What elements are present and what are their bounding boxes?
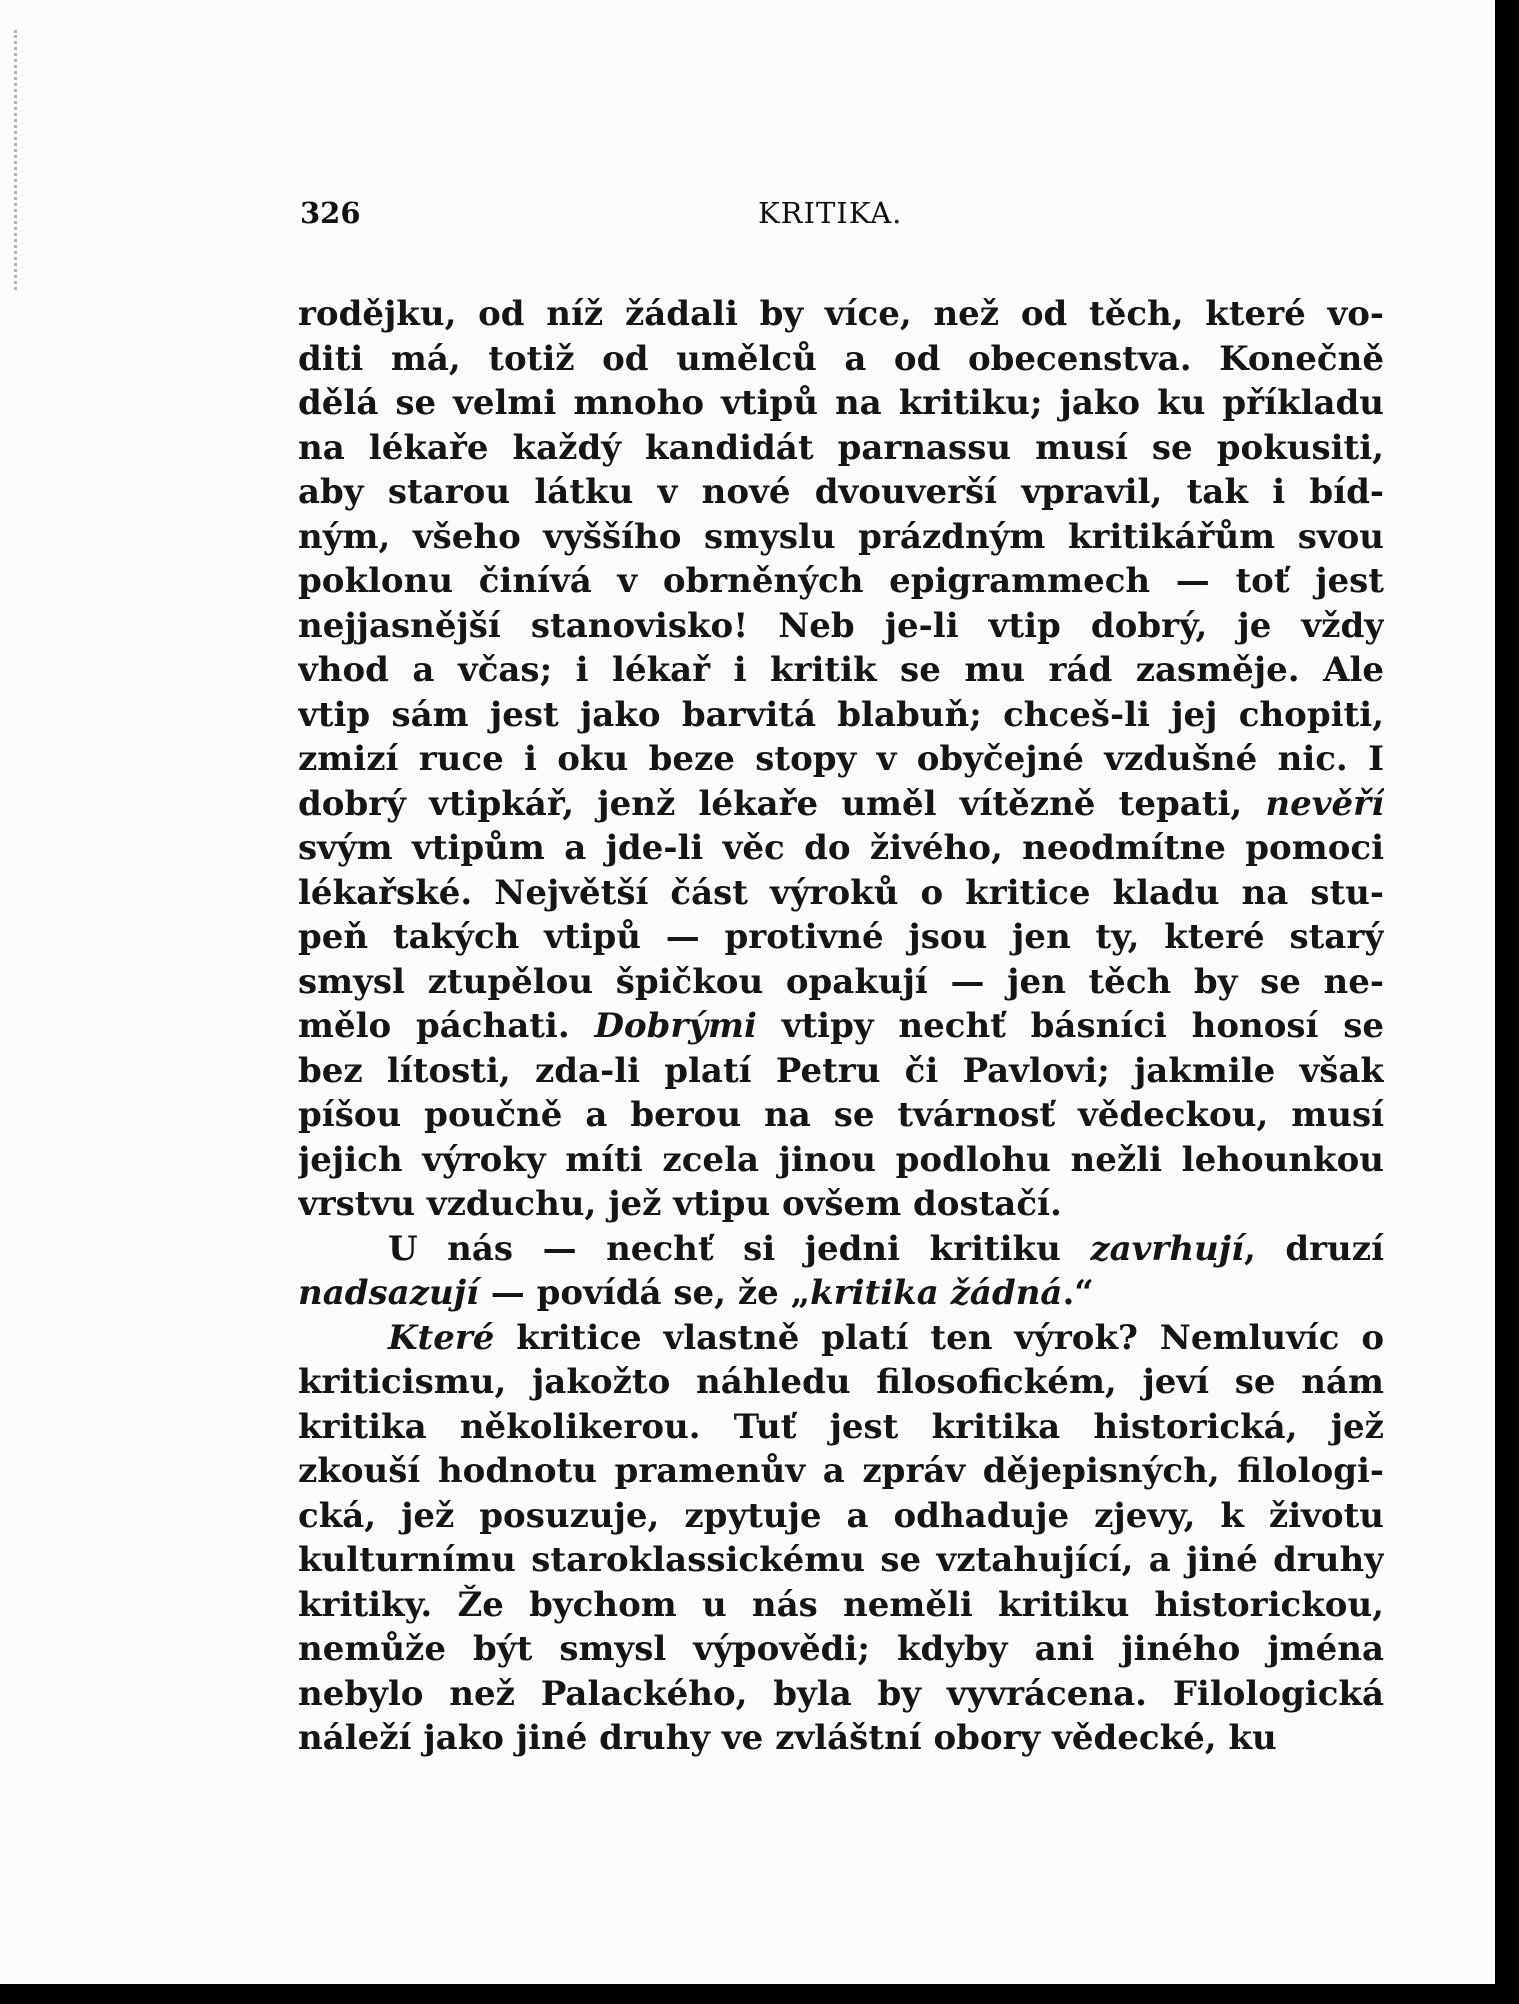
- text-line: nejjasnější stanovisko! Neb je-li vtip dobrý, je vždy: [298, 605, 1384, 646]
- text-line: peň takých vtipů — protivné jsou jen ty, které starý: [298, 917, 1384, 957]
- text-line: jejich výroky míti zcela jinou podlohu nežli lehounkou: [298, 1139, 1384, 1180]
- text-line: kritiky. Že bychom u nás neměli kritiku historickou,: [298, 1584, 1384, 1625]
- text-line: U nás — nechť si jedni kritiku zavrhují, druzí: [388, 1228, 1384, 1269]
- italic-emphasis: Dobrými: [594, 1006, 757, 1046]
- scan-edge-bottom: [0, 1984, 1519, 2004]
- text-line: bez lítosti, zda-li platí Petru či Pavlovi; jakmile však: [298, 1050, 1384, 1091]
- text-line: vhod a včas; i lékař i kritik se mu rád zasměje. Ale: [298, 650, 1384, 690]
- page-number: 326: [300, 196, 361, 230]
- text-line: svým vtipům a jde-li věc do živého, neodmítne pomoci: [298, 828, 1384, 868]
- text-line: zmizí ruce i oku beze stopy v obyčejné vzdušné nic. I: [298, 739, 1384, 779]
- text-line: vrstvu vzduchu, jež vtipu ovšem dostačí.: [298, 1184, 1062, 1224]
- running-head: KRITIKA.: [758, 196, 903, 230]
- text-line: na lékaře každý kandidát parnassu musí se pokusiti,: [298, 427, 1384, 468]
- text-line: aby starou látku v nové dvouverší vpravil, tak i bíd-: [298, 472, 1384, 512]
- text-line: dělá se velmi mnoho vtipů na kritiku; jako ku příkladu: [298, 383, 1384, 423]
- text-line: zkouší hodnotu pramenův a zpráv dějepisných, filologi-: [298, 1451, 1384, 1491]
- text-line: cká, jež posuzuje, zpytuje a odhaduje zjevy, k životu: [298, 1495, 1384, 1536]
- text-line: smysl ztupělou špičkou opakují — jen těch by se ne-: [298, 961, 1384, 1002]
- text-line: Které kritice vlastně platí ten výrok? Nemluvíc o: [388, 1317, 1384, 1358]
- text-line: náleží jako jiné druhy ve zvláštní obory vědecké, ku: [298, 1718, 1277, 1758]
- gutter-dust-marks: [14, 30, 23, 290]
- text-line: poklonu činívá v obrněných epigrammech — toť jest: [298, 561, 1384, 601]
- text-line: nebylo než Palackého, byla by vyvrácena. Filologická: [298, 1673, 1384, 1714]
- italic-emphasis: nevěří: [1265, 783, 1384, 824]
- text-line: lékařské. Největší část výroků o kritice kladu na stu-: [298, 872, 1384, 913]
- text-line: nemůže být smysl výpovědi; kdyby ani jiného jména: [298, 1629, 1384, 1669]
- text-line: píšou poučně a berou na se tvárnosť vědeckou, musí: [298, 1095, 1384, 1135]
- italic-emphasis: kritika žádná: [810, 1273, 1063, 1313]
- text-line: kulturnímu staroklassickému se vztahující, a jiné druhy: [298, 1540, 1384, 1580]
- page-header: [300, 196, 1390, 246]
- italic-emphasis: nadsazují: [298, 1273, 479, 1313]
- text-line: ným, všeho vyššího smyslu prázdným kritikářům svou: [298, 516, 1384, 557]
- scan-edge-right: [1495, 0, 1519, 2004]
- text-line: kriticismu, jakožto náhledu filosofickém, jeví se nám: [298, 1362, 1384, 1402]
- text-line: nadsazují — povídá se, že „kritika žádná.“: [298, 1273, 1094, 1313]
- text-line: kritika několikerou. Tuť jest kritika historická, jež: [298, 1406, 1384, 1447]
- text-line: rodějku, od níž žádali by více, než od těch, které vo-: [298, 294, 1384, 334]
- text-line: diti má, totiž od umělců a od obecenstva. Konečně: [298, 338, 1384, 379]
- text-line: mělo páchati. Dobrými vtipy nechť básníci honosí se: [298, 1006, 1384, 1046]
- body-text: [298, 292, 1384, 1761]
- text-line: dobrý vtipkář, jenž lékaře uměl vítězně tepati, nevěří: [298, 783, 1384, 824]
- italic-emphasis: zavrhují: [1090, 1228, 1244, 1269]
- text-line: vtip sám jest jako barvitá blabuň; chceš-li jej chopiti,: [298, 694, 1384, 735]
- italic-emphasis: Které: [388, 1317, 495, 1358]
